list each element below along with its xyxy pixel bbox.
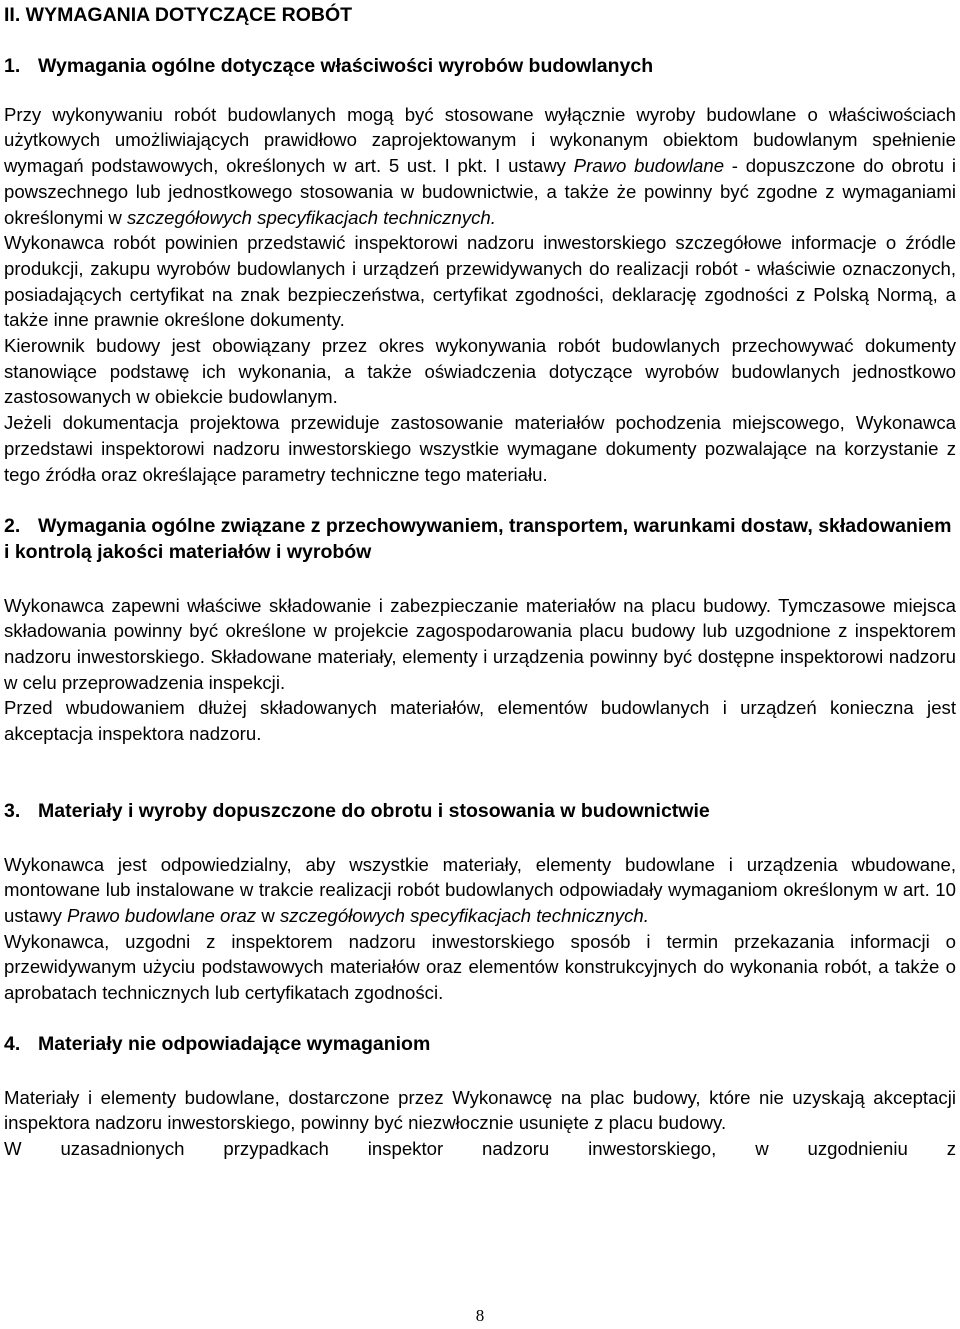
section-4-paragraph-1: Materiały i elementy budowlane, dostarczone przez Wykonawcę na plac budowy, które nie uzyskają akceptacji inspektora nadzoru inwestorskiego, powinny być niezwłocznie usunięte z placu budowy. [4,1086,956,1134]
section-2-paragraph-1: Wykonawca zapewni właściwe składowanie i zabezpieczanie materiałów na placu budowy. Tymczasowe miejsca składowania powinny być określone w projekcie zagospodarowania placu budowy lub uzgodnione z inspektorem nadzoru inwestorskiego. Składowane materiały, elementy i urządzenia powinny być dostępne inspektorowi nadzoru w celu przeprowadzenia inspekcji. [4,594,956,693]
section-1-heading [4,54,956,80]
chapter-title: II. WYMAGANIA DOTYCZĄCE ROBÓT [4,4,353,26]
section-3-p1-text-b: w [256,904,280,926]
page-number: 8 [475,1306,485,1325]
section-3-title: Materiały i wyroby dopuszczone do obrotu i stosowania w budownictwie [38,799,710,822]
section-3-paragraph-1 [4,852,956,929]
section-3-heading [4,799,956,825]
section-2-title: Wymagania ogólne związane z przechowywaniem, transportem, warunkami dostaw, składowaniem i kontrolą jakości materiałów i wyrobów [4,515,952,563]
section-2-paragraph-2: Przed wbudowaniem dłużej składowanych materiałów, elementów budowlanych i urządzeń konieczna jest akceptacja inspektora nadzoru. [4,697,956,745]
section-4-title: Materiały nie odpowiadające wymaganiom [38,1032,431,1055]
section-1-paragraph-3: Kierownik budowy jest obowiązany przez okres wykonywania robót budowlanych przechowywać dokumenty stanowiące podstawę ich wykonania, a także oświadczenia dotyczące wyrobów budowlanych jednostkowo zastosowanych w obiekcie budowlanym. [4,335,956,408]
section-1-paragraph-1 [4,102,956,231]
section-3-number: 3. [4,799,21,822]
section-4-paragraph-2: W uzasadnionych przypadkach inspektor nadzoru inwestorskiego, w uzgodnieniu z [4,1137,956,1159]
section-3-p1-text-a: Wykonawca jest odpowiedzialny, aby wszystkie materiały, elementy budowlane i urządzenia wbudowane, montowane lub instalowane w trakcie realizacji robót budowlanych odpowiadały wymaganiom określonym w art. 10 ustawy [4,853,956,926]
section-1-p1-text-a: Przy wykonywaniu robót budowlanych mogą być stosowane wyłącznie wyroby budowlane o właściwościach użytkowych umożliwiających prawidłowo zaprojektowanym i wykonanym obiektom budowlanym spełnienie wymagań podstawowych, określonych w art. 5 ust. I pkt. I ustawy [4,103,956,177]
section-1-paragraph-4: Jeżeli dokumentacja projektowa przewiduje zastosowanie materiałów pochodzenia miejscowego, Wykonawca przedstawi inspektorowi nadzoru inwestorskiego wszystkie wymagane dokumenty pozwalające na korzystanie z tego źródła oraz określające parametry techniczne tego materiału. [4,412,956,485]
section-1-number: 1. [4,55,21,77]
section-2-heading [4,514,956,565]
document-page [4,0,956,1162]
section-1-paragraph-2: Wykonawca robót powinien przedstawić inspektorowi nadzoru inwestorskiego szczegółowe informacje o źródle produkcji, zakupu wyrobów budowlanych i urządzeń przewidywanych do realizacji robót - właściwie oznaczonych, posiadających certyfikat na znak bezpieczeństwa, certyfikat zgodności, deklarację zgodności z Polską Normą, a także inne prawnie określone dokumenty. [4,232,956,331]
section-1-title: Wymagania ogólne dotyczące właściwości wyrobów budowlanych [38,55,654,77]
section-1-p1-italic-specs: szczegółowych specyfikacjach technicznych. [126,206,496,228]
section-4-number: 4. [4,1032,21,1055]
section-1-p1-text-b: - dopuszczone do obrotu i powszechnego lub jednostkowego stosowania w budownictwie, a także że powinny być zgodne z wymaganiami określonymi w [4,155,956,228]
section-3-paragraph-2: Wykonawca, uzgodni z inspektorem nadzoru inwestorskiego sposób i termin przekazania informacji o przewidywanym użyciu podstawowych materiałów oraz elementów konstrukcyjnych do wykonania robót, a także o aprobatach technicznych lub certyfikatach zgodności. [4,930,956,1004]
section-2-number: 2. [4,515,21,538]
section-3-p1-italic-specs: szczegółowych specyfikacjach technicznych. [279,904,649,926]
section-3-p1-italic-law: Prawo budowlane oraz [67,904,257,926]
section-4-heading [4,1032,956,1058]
section-1-p1-italic-law: Prawo budowlane [573,155,725,177]
